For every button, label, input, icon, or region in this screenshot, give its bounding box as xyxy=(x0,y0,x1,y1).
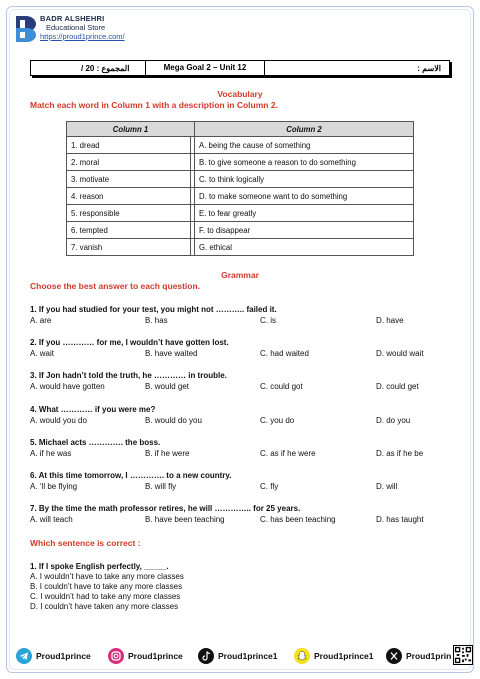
question-6 xyxy=(30,470,450,492)
table-row xyxy=(67,239,414,256)
vocabulary-title: Vocabulary xyxy=(217,89,263,99)
word-cell: 6. tempted xyxy=(67,222,191,239)
unit-title: Mega Goal 2 – Unit 12 xyxy=(145,61,265,75)
question-1 xyxy=(30,304,450,326)
option-b[interactable]: B. would do you xyxy=(145,416,202,425)
question-stem: 5. Michael acts …………. the boss. xyxy=(30,438,161,447)
description-cell: C. to think logically xyxy=(195,171,414,188)
total-score: المجموع : 20 / xyxy=(81,63,130,73)
brand-block xyxy=(40,14,125,41)
vocabulary-instruction: Match each word in Column 1 with a description in Column 2. xyxy=(30,100,278,110)
column-1-header: Column 1 xyxy=(67,122,195,137)
x-icon xyxy=(386,648,402,664)
brand-url-link[interactable]: https://proud1prince.com/ xyxy=(40,32,125,41)
option-c[interactable]: C. I wouldn’t had to take any more classes xyxy=(30,592,181,601)
option-b[interactable]: B. will fly xyxy=(145,482,177,491)
table-row xyxy=(67,137,414,154)
option-c[interactable]: C. fly xyxy=(260,482,279,491)
snapchat-icon xyxy=(294,648,310,664)
word-cell: 3. motivate xyxy=(67,171,191,188)
social-label: Proud1prince1 xyxy=(218,651,278,661)
option-c[interactable]: C. has been teaching xyxy=(260,515,336,524)
question-5 xyxy=(30,437,450,459)
instagram-icon xyxy=(108,648,124,664)
option-c[interactable]: C. had waited xyxy=(260,349,309,358)
social-label: Proud1prince xyxy=(36,651,91,661)
social-x[interactable] xyxy=(386,648,451,664)
option-d[interactable]: D. will xyxy=(376,482,398,491)
description-cell: G. ethical xyxy=(195,239,414,256)
question-stem: 1. If you had studied for your test, you might not ……….. failed it. xyxy=(30,305,277,314)
question-7 xyxy=(30,503,450,525)
option-d[interactable]: D. I couldn’t have taken any more classes xyxy=(30,602,179,611)
table-row xyxy=(67,171,414,188)
brand-store: Educational Store xyxy=(46,23,106,32)
option-a[interactable]: A. would you do xyxy=(30,416,87,425)
option-b[interactable]: B. would get xyxy=(145,382,190,391)
description-cell: A. being the cause of something xyxy=(195,137,414,154)
social-label: Proud1prince xyxy=(128,651,183,661)
option-b[interactable]: B. I couldn’t have to take any more classes xyxy=(30,582,183,591)
table-row xyxy=(67,188,414,205)
correct-sentence-question xyxy=(30,561,450,612)
tiktok-icon xyxy=(198,648,214,664)
option-b[interactable]: B. if he were xyxy=(145,449,190,458)
table-row xyxy=(67,205,414,222)
option-d[interactable]: D. could get xyxy=(376,382,419,391)
social-instagram[interactable] xyxy=(108,648,183,664)
option-d[interactable]: D. as if he be xyxy=(376,449,424,458)
option-c[interactable]: C. you do xyxy=(260,416,295,425)
social-label: Proud1prin xyxy=(406,651,452,661)
option-d[interactable]: D. have xyxy=(376,316,404,325)
question-stem: 2. If you ………… for me, I wouldn’t have gotten lost. xyxy=(30,338,229,347)
social-tiktok[interactable] xyxy=(198,648,278,664)
question-4 xyxy=(30,404,450,426)
table-header-row xyxy=(67,122,414,137)
word-cell: 1. dread xyxy=(67,137,191,154)
option-d[interactable]: D. do you xyxy=(376,416,411,425)
option-a[interactable]: A. will teach xyxy=(30,515,73,524)
social-snapchat[interactable] xyxy=(294,648,374,664)
option-a[interactable]: A. are xyxy=(30,316,52,325)
column-2-header: Column 2 xyxy=(195,122,414,137)
social-footer xyxy=(12,644,472,672)
word-cell: 5. responsible xyxy=(67,205,191,222)
correct-sentence-instruction: Which sentence is correct : xyxy=(30,538,141,548)
option-a[interactable]: A. would have gotten xyxy=(30,382,105,391)
option-d[interactable]: D. would wait xyxy=(376,349,424,358)
brand-logo-icon xyxy=(14,14,38,44)
worksheet-header xyxy=(30,60,450,76)
description-cell: F. to disappear xyxy=(195,222,414,239)
grammar-instruction: Choose the best answer to each question. xyxy=(30,281,201,291)
description-cell: E. to fear greatly xyxy=(195,205,414,222)
question-stem: 7. By the time the math professor retires, he will ………….. for 25 years. xyxy=(30,504,301,513)
grammar-title: Grammar xyxy=(221,270,259,280)
table-row xyxy=(67,222,414,239)
option-a[interactable]: A. I wouldn’t have to take any more classes xyxy=(30,572,184,581)
word-cell: 7. vanish xyxy=(67,239,191,256)
option-a[interactable]: A. wait xyxy=(30,349,55,358)
social-label: Proud1prince1 xyxy=(314,651,374,661)
qr-code-icon xyxy=(453,645,473,665)
vocabulary-table xyxy=(66,121,414,256)
question-stem: 6. At this time tomorrow, I …………. to a new country. xyxy=(30,471,232,480)
option-b[interactable]: B. has xyxy=(145,316,168,325)
description-cell: B. to give someone a reason to do something xyxy=(195,154,414,171)
option-c[interactable]: C. could got xyxy=(260,382,303,391)
word-cell: 4. reason xyxy=(67,188,191,205)
option-b[interactable]: B. have been teaching xyxy=(145,515,225,524)
option-d[interactable]: D. has taught xyxy=(376,515,424,524)
social-telegram[interactable] xyxy=(16,648,91,664)
telegram-icon xyxy=(16,648,32,664)
question-stem: 1. If I spoke English perfectly, _____. xyxy=(30,562,169,571)
table-row xyxy=(67,154,414,171)
option-a[interactable]: A. ‘ll be flying xyxy=(30,482,78,491)
word-cell: 2. moral xyxy=(67,154,191,171)
option-c[interactable]: C. is xyxy=(260,316,276,325)
question-stem: 3. If Jon hadn’t told the truth, he ………… in trouble. xyxy=(30,371,227,380)
option-c[interactable]: C. as if he were xyxy=(260,449,316,458)
option-b[interactable]: B. have waited xyxy=(145,349,198,358)
student-name-field[interactable]: الاسم : xyxy=(417,63,441,73)
option-a[interactable]: A. if he was xyxy=(30,449,72,458)
question-stem: 4. What ………… if you were me? xyxy=(30,405,156,414)
description-cell: D. to make someone want to do something xyxy=(195,188,414,205)
brand-name: BADR ALSHEHRI xyxy=(40,14,105,23)
question-2 xyxy=(30,337,450,359)
question-3 xyxy=(30,370,450,392)
